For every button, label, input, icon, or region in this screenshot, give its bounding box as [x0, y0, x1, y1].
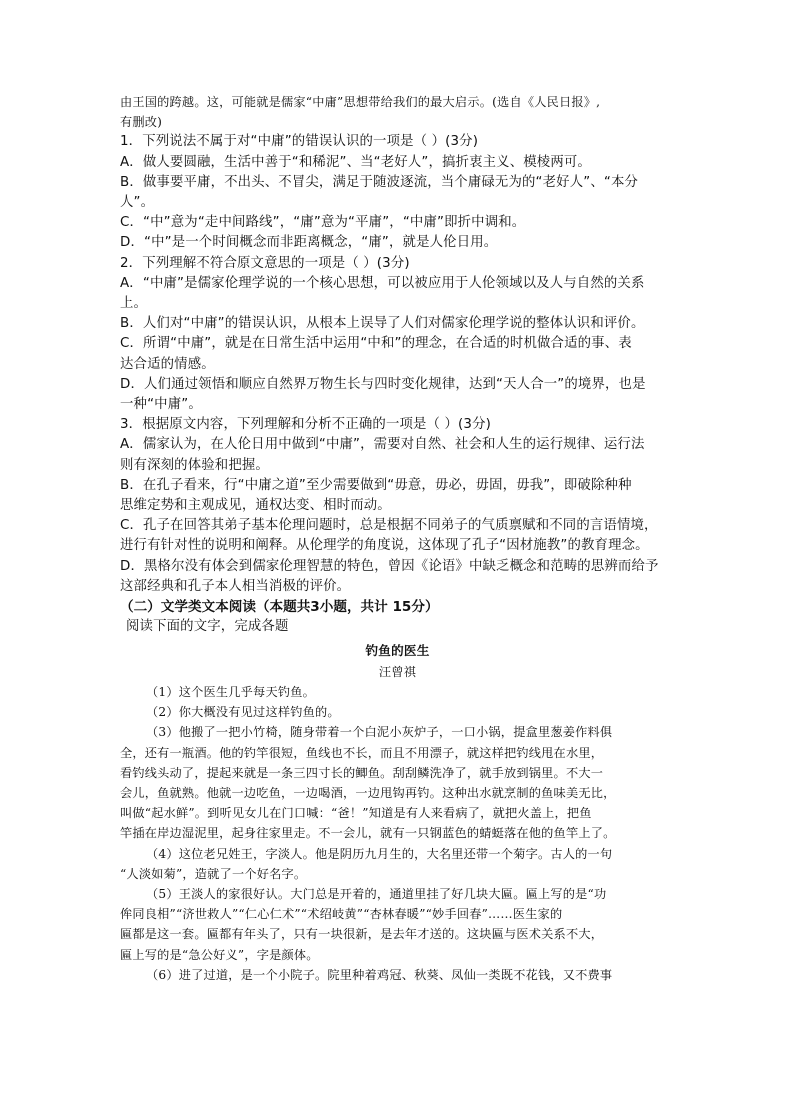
paragraph-5-line: 匾上写的是“急公好义”，字是颜体。 [120, 947, 319, 962]
intro-line: 由王国的跨越。这，可能就是儒家“中庸”思想带给我们的最大启示。(选自《人民日报》, [120, 95, 601, 109]
question-1-option-b-cont: 人”。 [120, 195, 155, 211]
question-3-option-a-cont: 则有深刻的体验和把握。 [120, 457, 269, 473]
question-1-option-c: C．“中”意为“走中间路线”，“庸”意为“平庸”，“中庸”即折中调和。 [120, 215, 526, 231]
paragraph-3-line: 会儿，鱼就熟。他就一边吃鱼，一边喝酒，一边甩钩再钓。这种出水就烹制的鱼味美无比， [120, 785, 616, 800]
paragraph-3-line: 竿插在岸边湿泥里，起身往家里走。不一会儿，就有一只钢蓝色的蜻蜓落在他的鱼竿上了。 [120, 826, 616, 841]
paragraph-3-line: 看钓线头动了，提起来就是一条三四寸长的鲫鱼。刮刮鳞洗净了，就手放到锅里。不大一 [120, 765, 604, 780]
question-2-stem: 2．下列理解不符合原文意思的一项是（ ）(3分) [120, 255, 410, 271]
question-2-option-d: D．人们通过领悟和顺应自然界万物生长与四时变化规律，达到“天人合一”的境界，也是 [120, 376, 646, 392]
story-author: 汪曾祺 [378, 664, 417, 679]
question-2-option-c: C．所谓“中庸”，就是在日常生活中运用“中和”的理念，在合适的时机做合适的事、表 [120, 336, 632, 352]
paragraph-3-line: 全，还有一瓶酒。他的钓竿很短，鱼线也不长，而且不用漂子，就这样把钓线甩在水里， [120, 745, 604, 760]
paragraph-4-line: “人淡如菊”，造就了一个好名字。 [120, 866, 307, 881]
question-1-stem: 1．下列说法不属于对“中庸”的错误认识的一项是（ ）(3分) [120, 134, 479, 150]
question-2-option-c-cont: 达合适的情感。 [120, 356, 215, 372]
paragraph-1: （1）这个医生几乎每天钓鱼。 [146, 684, 315, 699]
question-3-option-b: B．在孔子看来，行“中庸之道”至少需要做到“毋意，毋必，毋固，毋我”，即破除种种 [120, 477, 632, 493]
question-3-option-b-cont: 思维定势和主观成见，通权达变、相时而动。 [120, 498, 391, 514]
question-2-option-a: A．“中庸”是儒家伦理学说的一个核心思想，可以被应用于人伦领域以及人与自然的关系 [120, 275, 645, 291]
story-title: 钓鱼的医生 [365, 643, 430, 659]
question-3-option-a: A．儒家认为，在人伦日用中做到“中庸”，需要对自然、社会和人生的运行规律、运行法 [120, 437, 645, 453]
paragraph-6: （6）进了过道，是一个小院子。院里种着鸡冠、秋葵、凤仙一类既不花钱，又不费事 [146, 967, 613, 982]
question-2-option-a-cont: 上。 [120, 296, 148, 312]
paragraph-3-line: 叫做“起水鲜”。到听见女儿在门口喊：“爸！”知道是有人来看病了，就把火盖上，把鱼 [120, 806, 592, 821]
question-3-option-d: D．黑格尔没有体会到儒家伦理智慧的特色，曾因《论语》中缺乏概念和范畴的思辨而给予 [120, 558, 659, 574]
question-2-option-d-cont: 一种“中庸”。 [120, 397, 202, 413]
reading-instruction: 阅读下面的文字，完成各题 [126, 619, 289, 635]
intro-line: 有删改) [120, 115, 163, 130]
question-3-option-c: C．孔子在回答其弟子基本伦理问题时，总是根据不同弟子的气质禀赋和不同的言语情境， [120, 518, 658, 534]
paragraph-5-line: 侔同良相”“济世救人”“仁心仁术”“术绍岐黄”“杏林春暖”“妙手回春”……医生家的 [120, 907, 563, 922]
question-3-option-d-cont: 这部经典和孔子本人相当消极的评价。 [120, 578, 351, 594]
question-1-option-d: D．“中”是一个时间概念而非距离概念，“庸”，就是人伦日用。 [120, 235, 498, 251]
question-1-option-b: B．做事要平庸，不出头、不冒尖，满足于随波逐流，当个庸碌无为的“老好人”、“本分 [120, 174, 639, 190]
document-page [120, 92, 675, 985]
question-3-stem: 3．根据原文内容，下列理解和分析不正确的一项是（ ）(3分) [120, 417, 492, 433]
question-1-option-a: A．做人要圆融，生活中善于“和稀泥”、当“老好人”，搞折衷主义、模棱两可。 [120, 154, 591, 170]
paragraph-3: （3）他搬了一把小竹椅，随身带着一个白泥小灰炉子，一口小锅，提盒里葱姜作料俱 [146, 725, 613, 740]
paragraph-5: （5）王淡人的家很好认。大门总是开着的，通道里挂了好几块大匾。匾上写的是“功 [146, 886, 607, 901]
section-heading: （二）文学类文本阅读（本题共3小题，共计 15分） [120, 599, 439, 616]
paragraph-4: （4）这位老兄姓王，字淡人。他是阴历九月生的，大名里还带一个菊字。古人的一句 [146, 846, 613, 861]
paragraph-2: （2）你大概没有见过这样钓鱼的。 [146, 705, 340, 720]
question-2-option-b: B．人们对“中庸”的错误认识，从根本上误导了人们对儒家伦理学说的整体认识和评价。 [120, 316, 645, 332]
paragraph-5-line: 匾都是这一套。匾都有年头了，只有一块很新，是去年才送的。这块匾与医术关系不大， [120, 927, 604, 942]
question-3-option-c-cont: 进行有针对性的说明和阐释。从伦理学的角度说，这体现了孔子“因材施教”的教育理念。 [120, 538, 649, 554]
